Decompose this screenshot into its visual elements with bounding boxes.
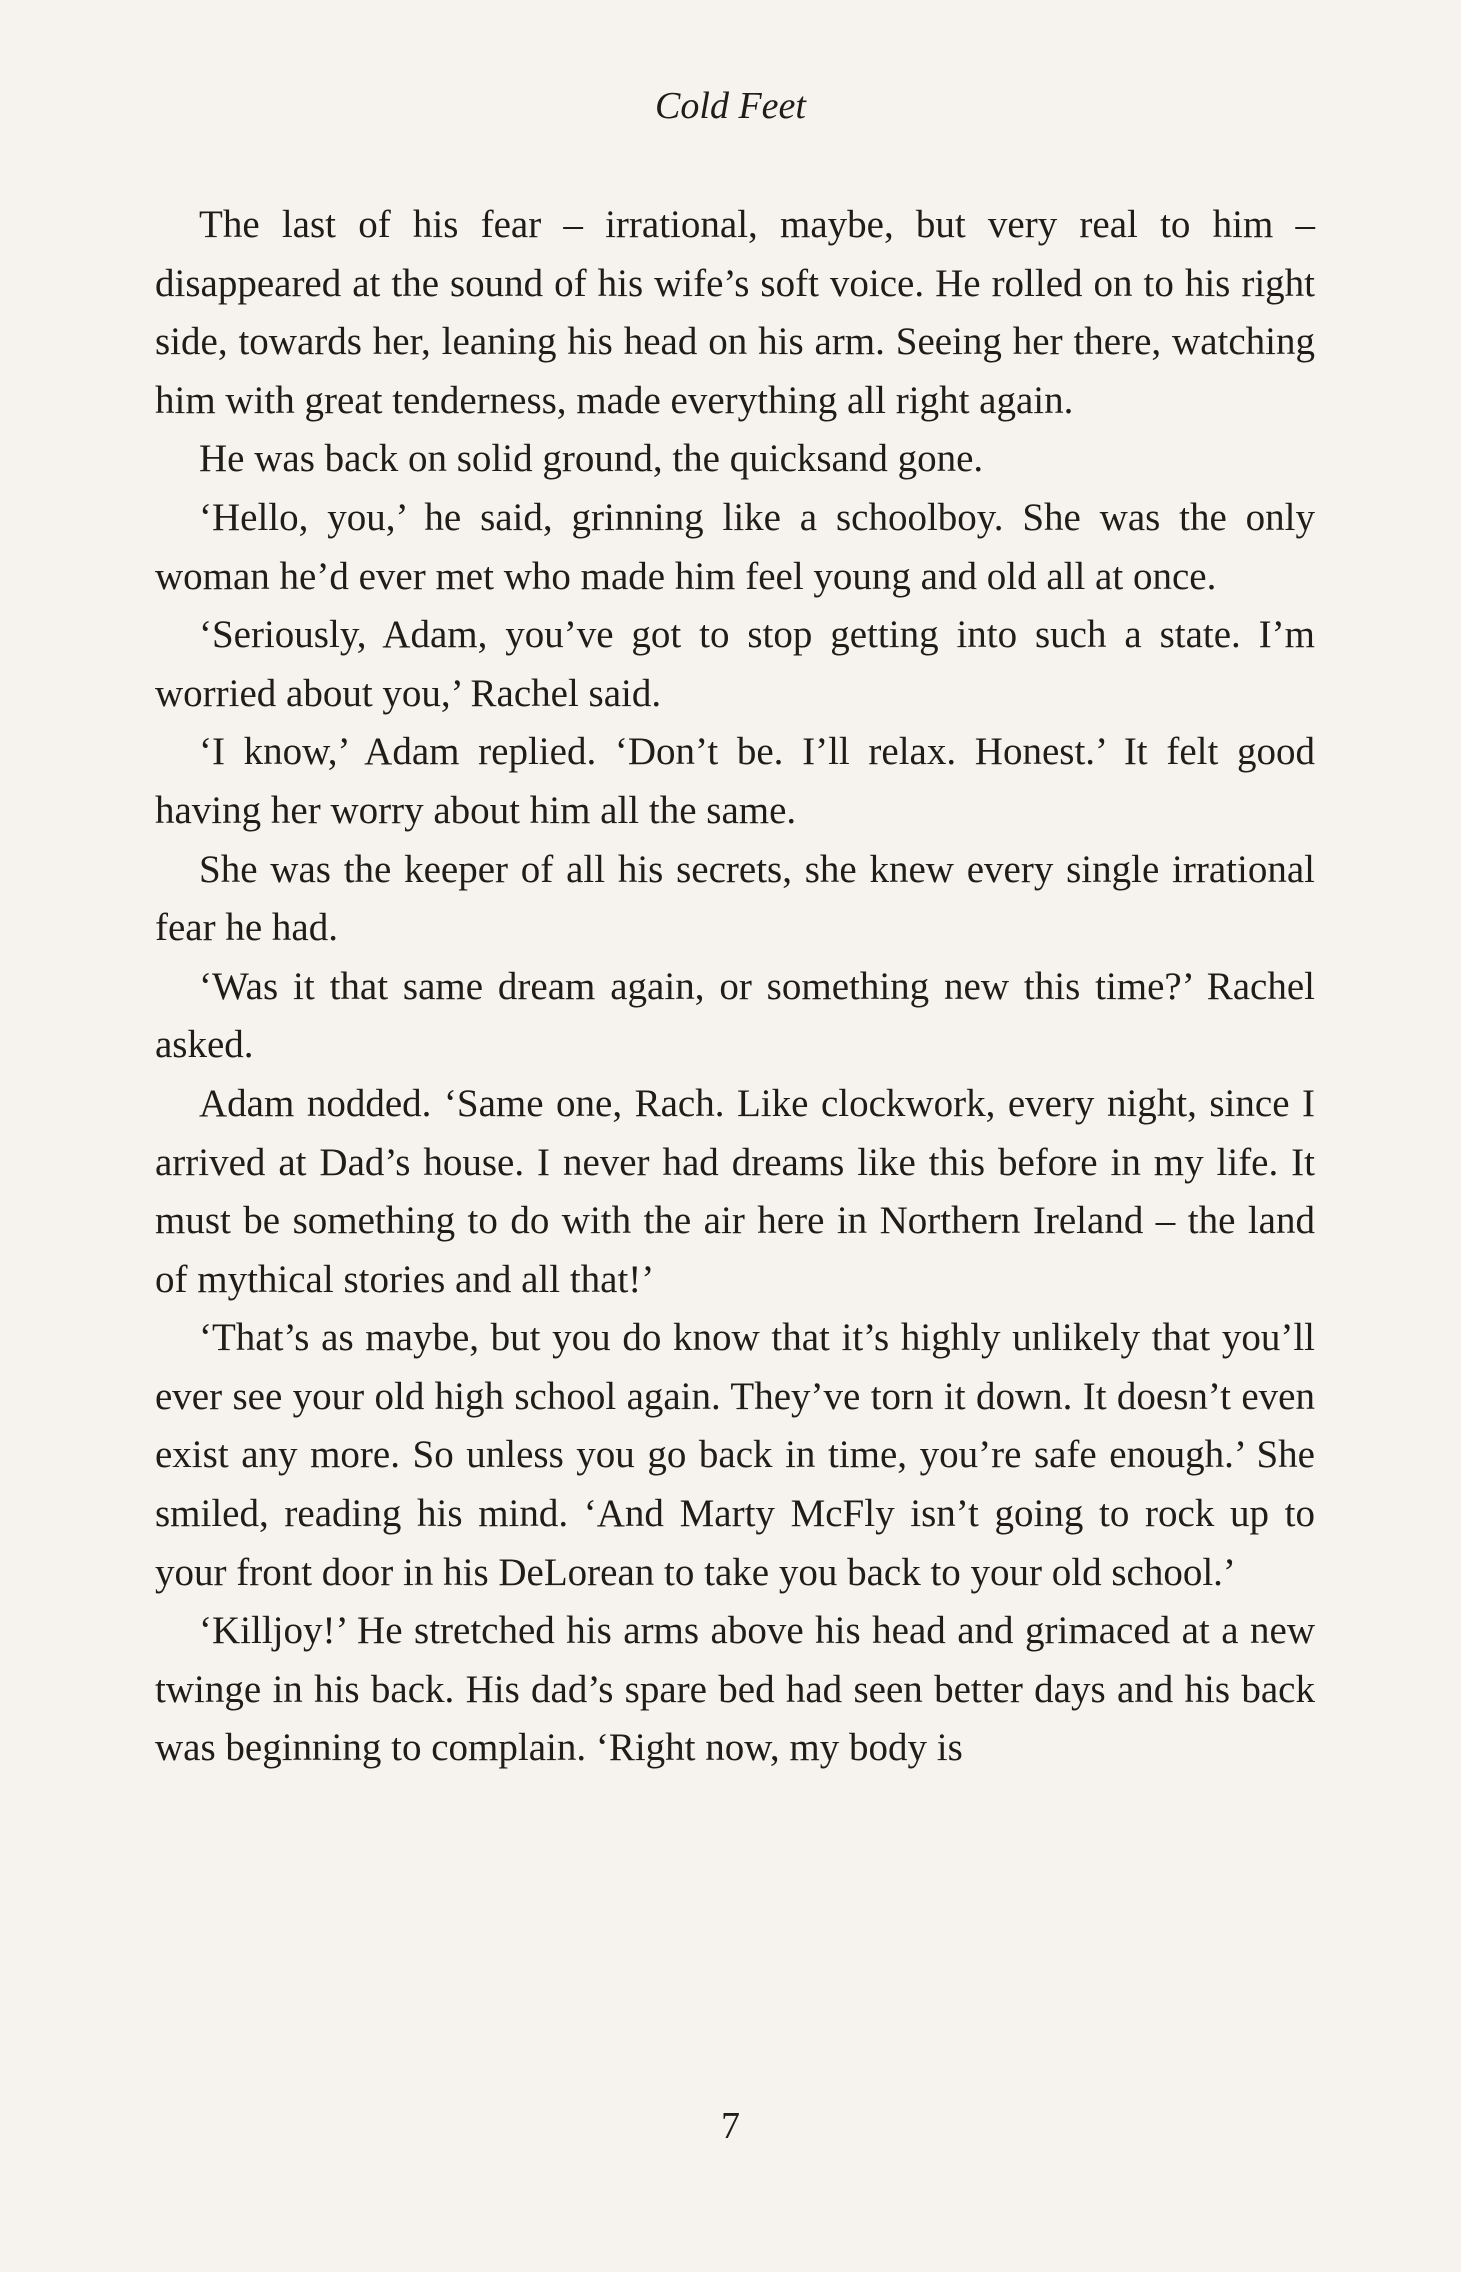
body-text: [155, 196, 1315, 1778]
paragraph: ‘Hello, you,’ he said, grinning like a schoolboy. She was the only woman he’d ever met who made him feel young and old all at once.: [155, 495, 1315, 598]
running-head: Cold Feet: [655, 85, 806, 127]
paragraph: ‘I know,’ Adam replied. ‘Don’t be. I’ll relax. Honest.’ It felt good having her worry about him all the same.: [155, 730, 1315, 832]
paragraph: ‘Was it that same dream again, or something new this time?’ Rachel asked.: [155, 964, 1315, 1067]
paragraph: ‘That’s as maybe, but you do know that it’s highly unlikely that you’ll ever see your old high school again. They’ve torn it down. It doesn’t even exist any more. So unless you go back in time, you’re safe enough.’ She smiled, reading his mind. ‘And Marty McFly isn’t going to rock up to your front door in his DeLorean to take you back to your old school.’: [155, 1316, 1315, 1594]
paragraph: ‘Killjoy!’ He stretched his arms above his head and grimaced at a new twinge in his back. His dad’s spare bed had seen better days and his back was beginning to complain. ‘Right now, my body is: [155, 1609, 1315, 1770]
paragraph: Adam nodded. ‘Same one, Rach. Like clockwork, every night, since I arrived at Dad’s house. I never had dreams like this before in my life. It must be something to do with the air here in Northern Ireland – the land of mythical stories and all that!’: [155, 1081, 1315, 1301]
paragraph: He was back on solid ground, the quicksand gone.: [199, 437, 984, 481]
paragraph: ‘Seriously, Adam, you’ve got to stop getting into such a state. I’m worried about you,’ Rachel said.: [155, 613, 1315, 715]
paragraph: The last of his fear – irrational, maybe, but very real to him – disappeared at the sound of his wife’s soft voice. He rolled on to his right side, towards her, leaning his head on his arm. Seeing her there, watching him with great tenderness, made everything all right again.: [155, 203, 1315, 422]
page-number: 7: [721, 2105, 740, 2147]
paragraph: She was the keeper of all his secrets, she knew every single irrational fear he had.: [155, 847, 1315, 950]
